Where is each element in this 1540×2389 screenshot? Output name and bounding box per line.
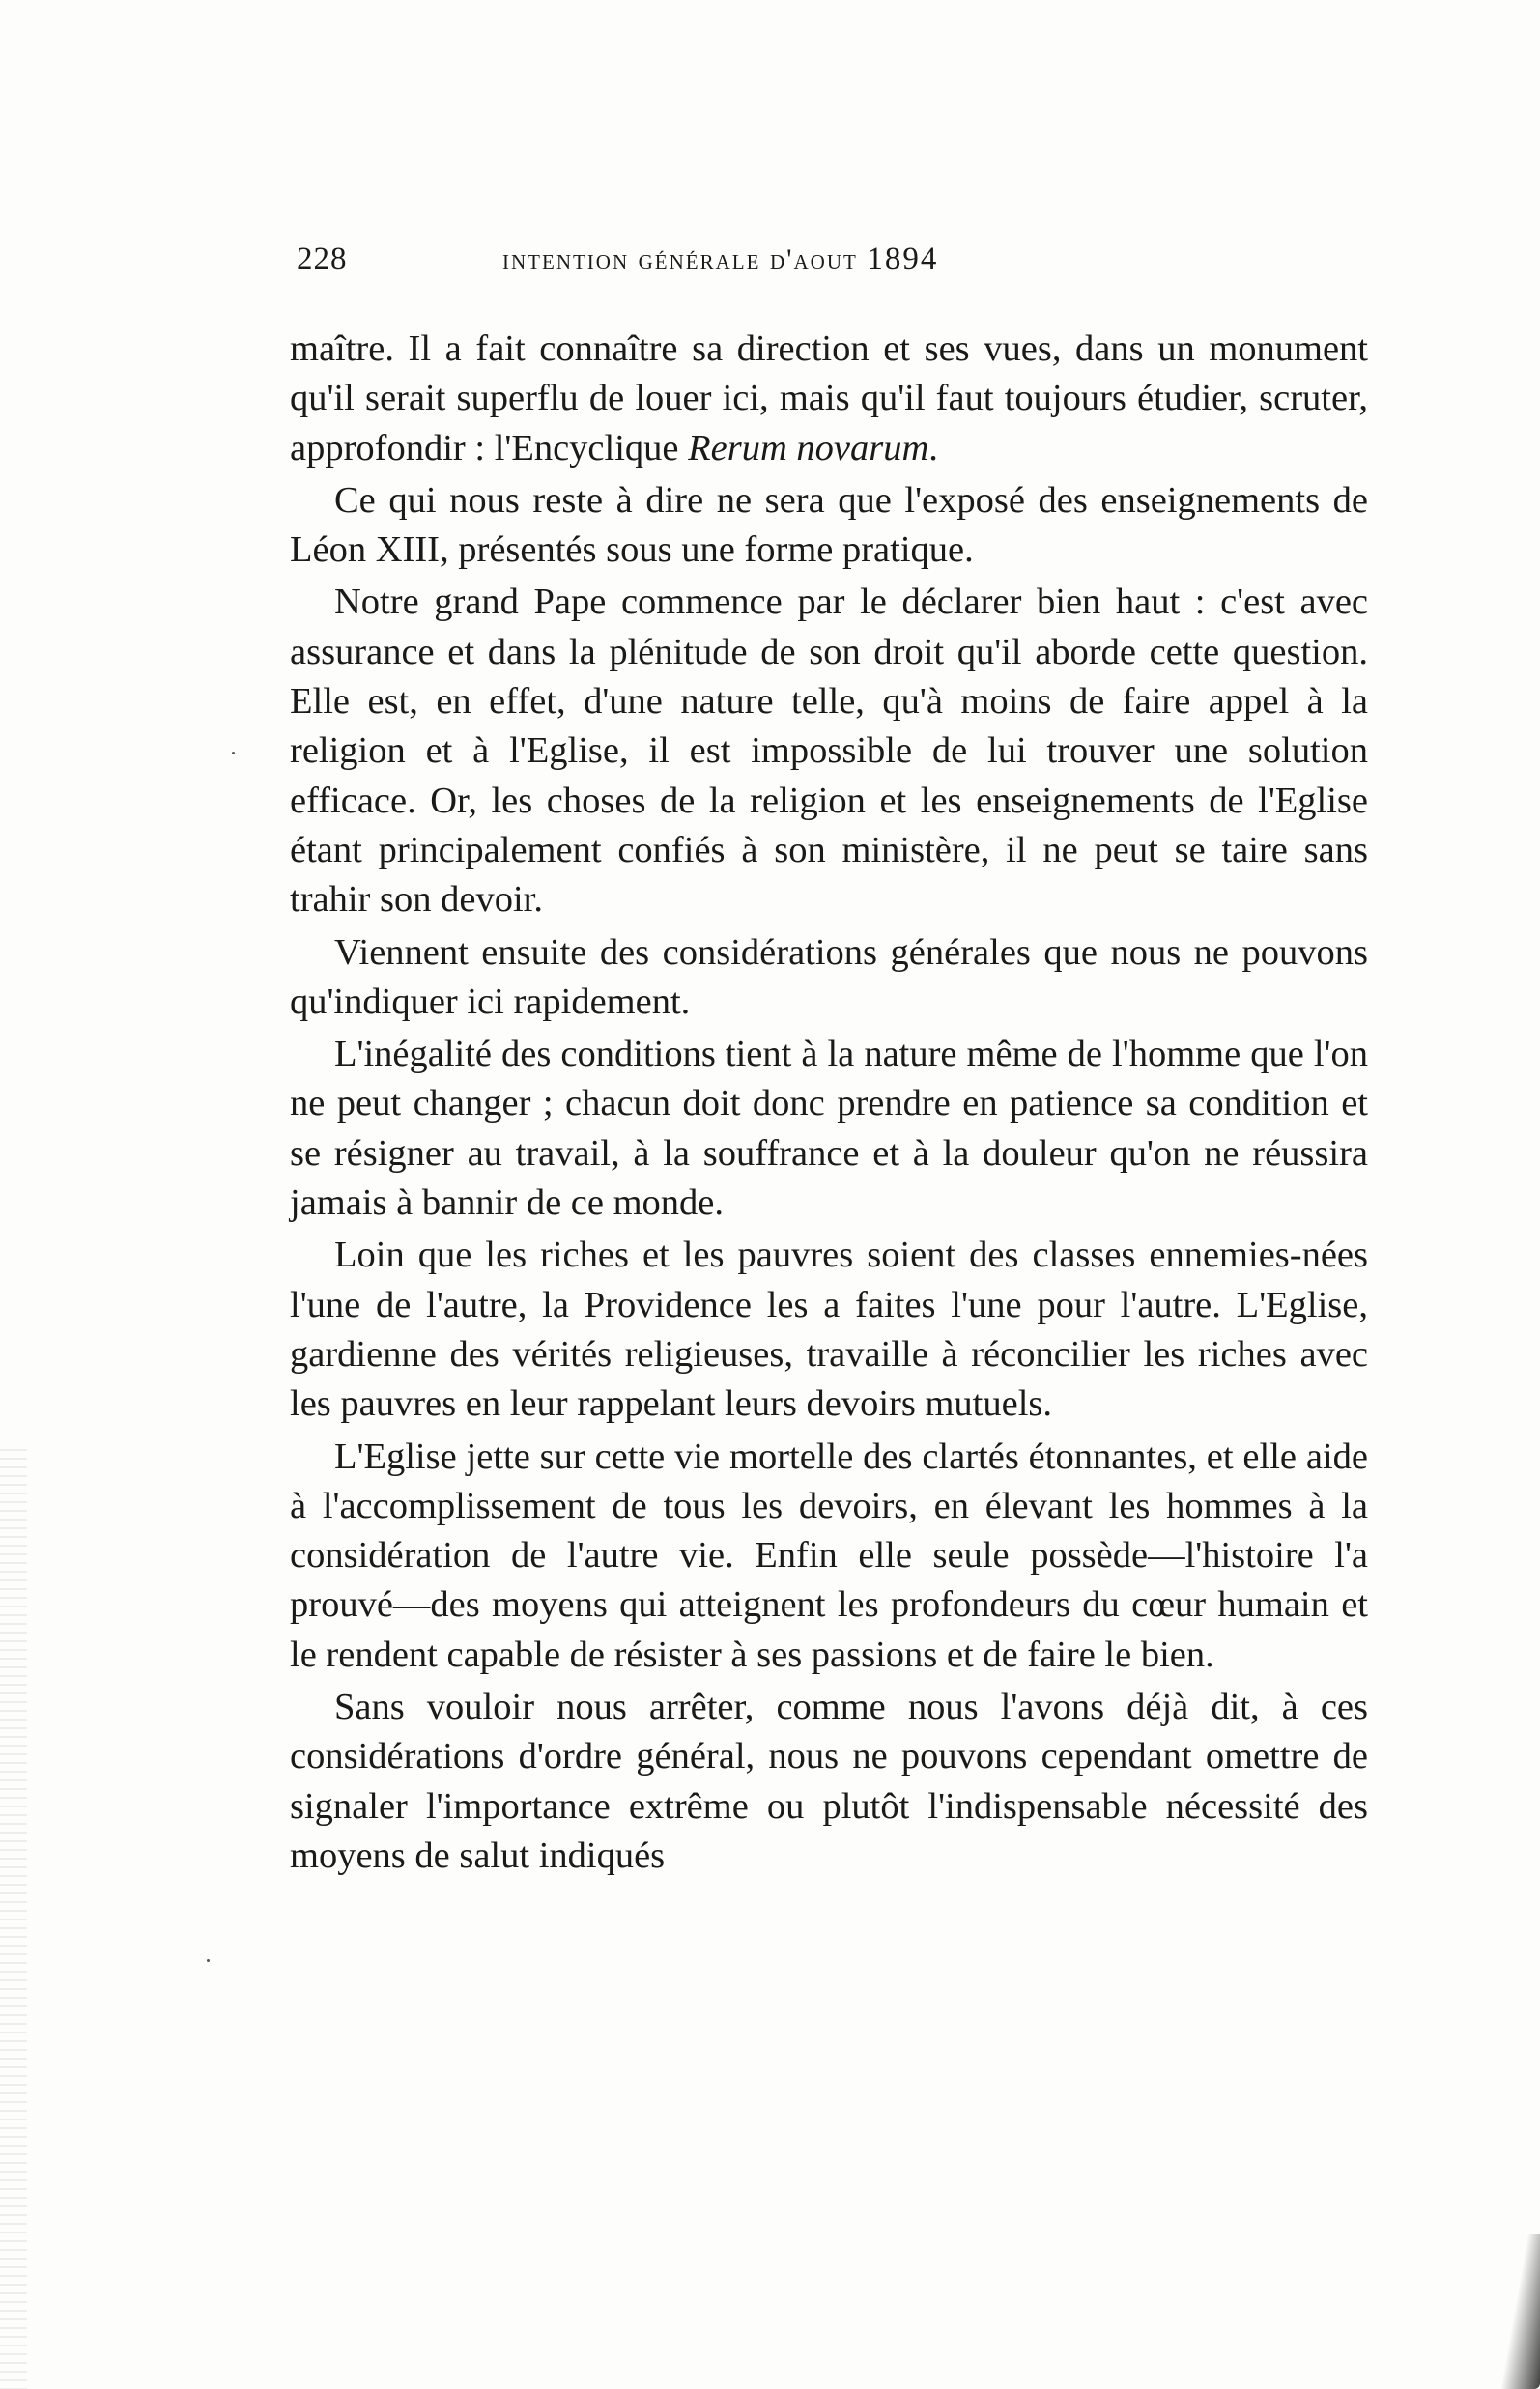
scan-edge-speckle bbox=[0, 1449, 27, 2389]
page-number: 228 bbox=[297, 242, 348, 276]
paragraph-7: L'Eglise jette sur cette vie mortelle des clartés étonnantes, et elle aide à l'accomplissement de tous les devoirs, en élevant les hommes à la considération de l'autre vie. Enfin elle seule possède—l'histoire l'a prouvé—des moyens qui atteignent les profondeurs du cœur humain et le rendent capable de résister à ses passions et de faire le bien. bbox=[290, 1436, 1368, 1675]
scan-speck bbox=[207, 1959, 210, 1962]
paragraph-6: Loin que les riches et les pauvres soient des classes ennemies-nées l'une de l'autre, la Providence les a faites l'une pour l'autre. L'Eglise, gardienne des vérités religieuses, travaille à réconcilier les riches avec les pauvres en leur rappelant leurs devoirs mutuels. bbox=[290, 1235, 1368, 1425]
paragraph-4: Viennent ensuite des considérations générales que nous ne pouvons qu'indiquer ici rapidement. bbox=[290, 931, 1368, 1022]
encyclical-title: Rerum novarum bbox=[688, 427, 929, 469]
running-title-text: intention générale d'aout bbox=[502, 243, 858, 275]
paragraph-5: L'inégalité des conditions tient à la nature même de l'homme que l'on ne peut changer ; chacun doit donc prendre en patience sa condition et se résigner au travail, à la souffrance et à la douleur qu'on ne réussira jamais à bannir de ce monde. bbox=[290, 1034, 1368, 1224]
paragraph-2: Ce qui nous reste à dire ne sera que l'exposé des enseignements de Léon XIII, présentés sous une forme pratique. bbox=[290, 479, 1368, 571]
paragraph-1-end: . bbox=[928, 427, 938, 469]
paragraph-1-text: maître. Il a fait connaître sa direction et ses vues, dans un monument qu'il serait superflu de louer ici, mais qu'il faut toujours étudier, scruter, approfondir : l'Encyclique bbox=[290, 328, 1368, 469]
page-header bbox=[297, 242, 1166, 290]
running-title-year: 1894 bbox=[867, 242, 939, 276]
scan-speck bbox=[232, 752, 235, 754]
paragraph-8: Sans vouloir nous arrêter, comme nous l'avons déjà dit, à ces considérations d'ordre général, nous ne pouvons cependant omettre de signaler l'importance extrême ou plutôt l'indispensable nécessité des moyens de salut indiqués bbox=[290, 1687, 1368, 1876]
running-title bbox=[502, 242, 938, 277]
paragraph-1 bbox=[290, 325, 1368, 473]
body-text bbox=[290, 325, 1368, 1884]
scan-page-corner-shadow bbox=[1501, 2234, 1540, 2389]
paragraph-3: Notre grand Pape commence par le déclarer bien haut : c'est avec assurance et dans la plénitude de son droit qu'il aborde cette question. Elle est, en effet, d'une nature telle, qu'à moins de faire appel à la religion et à l'Eglise, il est impossible de lui trouver une solution efficace. Or, les choses de la religion et les enseignements de l'Eglise étant principalement confiés à son ministère, il ne peut se taire sans trahir son devoir. bbox=[290, 582, 1368, 921]
